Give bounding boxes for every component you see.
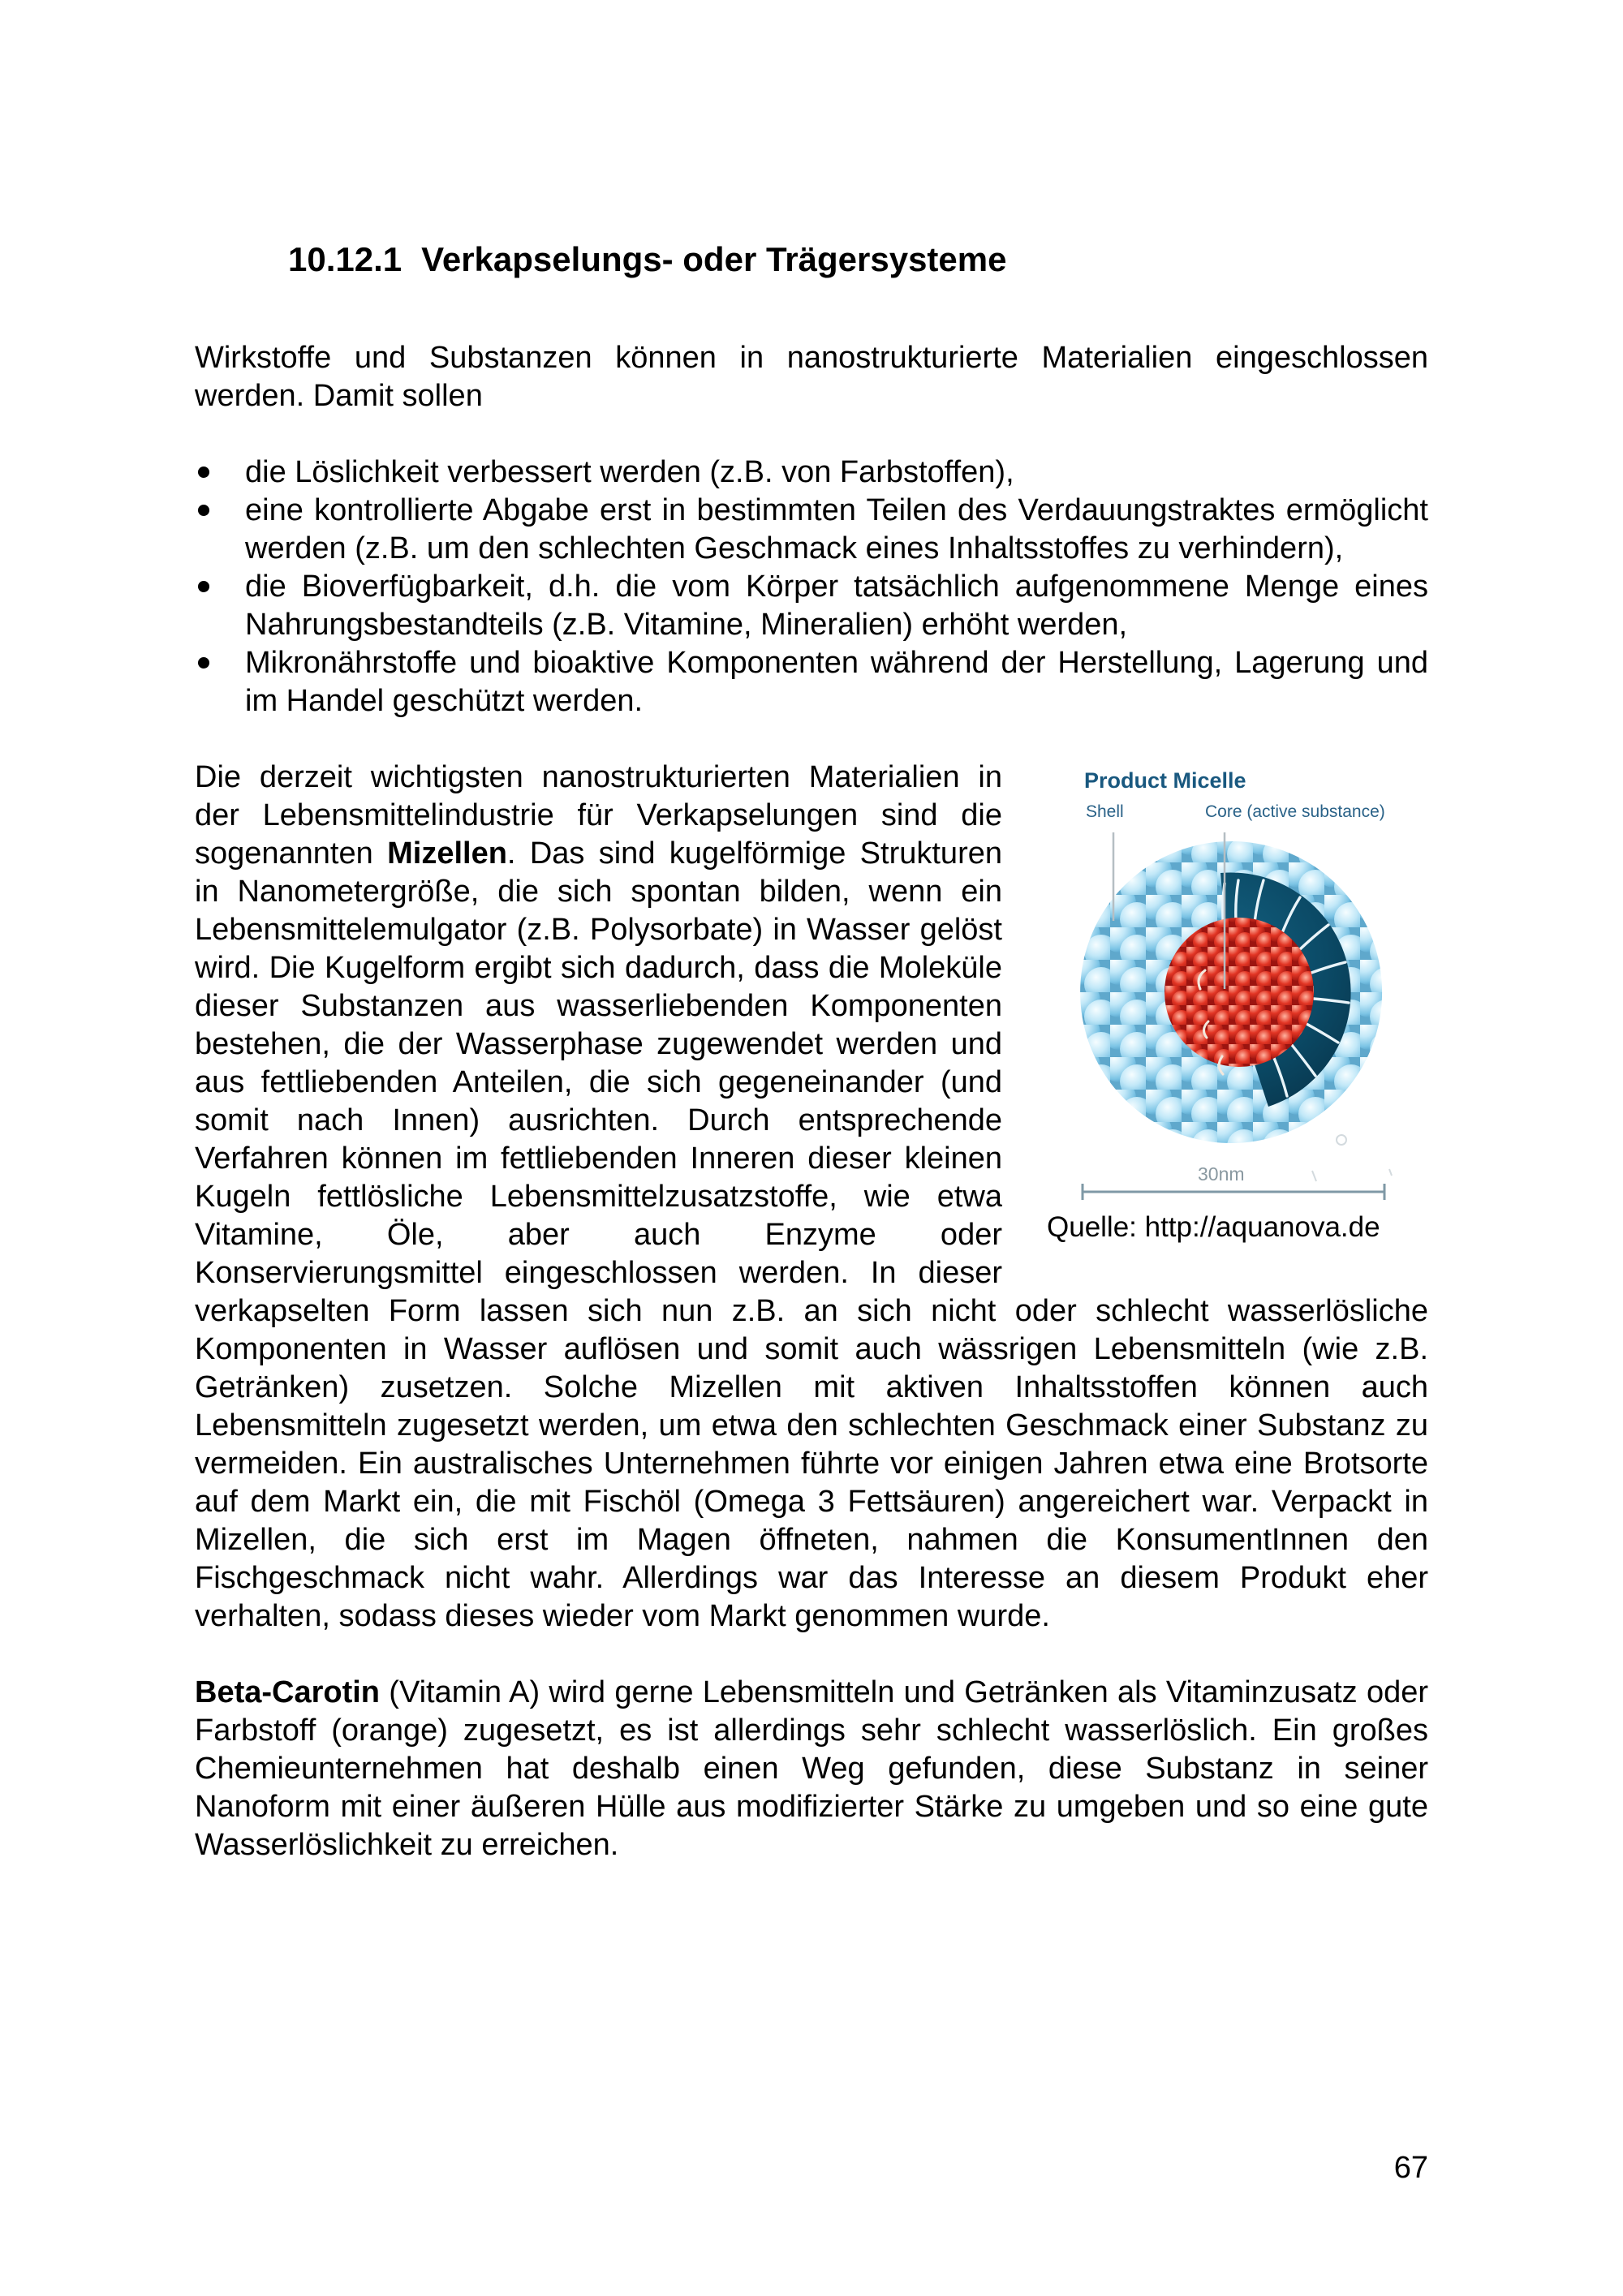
micelle-text-part2: . Das sind kugelförmige Strukturen in Nanometergröße, die sich spontan bilden, wenn ein Lebensmittelemulgator (z.B. Polysorbate) in Wasser gelöst wird. Die Kugelform ergibt sich dadurch, dass die Moleküle dieser Substanzen aus wasserliebenden Komponenten bestehen, die der Wasserphase zugewendet werden und aus fettliebenden Anteilen, die sich gegeneinander (und somit nach Innen) ausrichten. Durch entsprechende Verfahren können im fettliebenden Inneren dieser kleinen Kugeln fettlösliche Lebensmittelzusatzstoffe, wie etwa Vitamine, Öle, aber auch Enzyme oder Konservierungsmittel eingeschlossen werden. In dieser verkapselten Form lassen sich nun z.B. an sich nicht oder schlecht wasserlösliche Komponenten in Wasser auflösen und somit auch wässrigen Lebensmitteln (wie z.B. Getränken) zusetzen. Solche Mizellen mit aktiven Inhaltsstoffen können auch Lebensmitteln zugesetzt werden, um etwa den schlechten Geschmack einer Substanz zu vermeiden. Ein australisches Unternehmen führte vor einigen Jahren etwa eine Brotsorte auf dem Markt ein, die mit Fischöl (Omega 3 Fettsäuren) angereichert war. Verpackt in Mizellen, die sich erst im Magen öffneten, nahmen die KonsumentInnen den Fischgeschmack nicht wahr. Allerdings war das Interesse an diesem Produkt eher verhalten, sodass dieses wieder vom Markt genommen wurde.: [195, 836, 1428, 1633]
core-beads: [1165, 918, 1314, 1067]
micelle-illustration: [1039, 830, 1428, 1211]
micelle-text-part1: Die derzeit wichtigsten nanostrukturierten Materialien in der Lebensmittelindustrie für Verkapselungen sind die sogenannten: [195, 760, 1002, 871]
figure-caption: Quelle: http://aquanova.de: [1047, 1211, 1380, 1243]
bullet-list: [195, 454, 1428, 720]
micelle-figure: [1039, 760, 1428, 1257]
beta-text: (Vitamin A) wird gerne Lebensmitteln und Getränken als Vitaminzusatz oder Farbstoff (orange) zugesetzt, es ist allerdings sehr schlecht wasserlöslich. Ein großes Chemieunternehmen hat deshalb einen Weg gefunden, diese Substanz in seiner Nanoform mit einer äußeren Hülle aus modifizierter Stärke zu umgeben und so eine gute Wasserlöslichkeit zu erreichen.: [195, 1675, 1428, 1862]
heading-title: Verkapselungs- oder Trägersysteme: [421, 240, 1007, 278]
micelle-section: [195, 759, 1428, 1636]
micelle-bold-term: Mizellen: [387, 836, 507, 871]
bullet-item: die Bioverfügbarkeit, d.h. die vom Körper tatsächlich aufgenommene Menge eines Nahrungsbestandteils (z.B. Vitamine, Mineralien) erhöht werden,: [195, 568, 1428, 644]
heading-number: 10.12.1: [288, 240, 403, 278]
beta-carotin-paragraph: [195, 1674, 1428, 1864]
page-number: 67: [1393, 2151, 1428, 2185]
bullet-item: eine kontrollierte Abgabe erst in bestimmten Teilen des Verdauungstraktes ermöglicht werden (z.B. um den schlechten Geschmack eines Inhaltsstoffes zu verhindern),: [195, 492, 1428, 568]
intro-paragraph: Wirkstoffe und Substanzen können in nanostrukturierte Materialien eingeschlossen werden. Damit sollen: [195, 341, 1428, 413]
scan-artifacts: [1312, 1135, 1392, 1181]
figure-title: Product Micelle: [1084, 768, 1246, 793]
beta-bold-term: Beta-Carotin: [195, 1675, 381, 1709]
scale-bar: [1083, 1184, 1384, 1200]
page-content: [195, 240, 1428, 1864]
section-heading: [288, 240, 1428, 279]
scale-label: 30nm: [1198, 1163, 1245, 1185]
figure-label-core: Core (active substance): [1205, 802, 1385, 821]
bullet-item: Mikronährstoffe und bioaktive Komponenten während der Herstellung, Lagerung und im Handel geschützt werden.: [195, 644, 1428, 720]
figure-label-shell: Shell: [1086, 802, 1124, 821]
bullet-item: die Löslichkeit verbessert werden (z.B. von Farbstoffen),: [195, 454, 1428, 492]
